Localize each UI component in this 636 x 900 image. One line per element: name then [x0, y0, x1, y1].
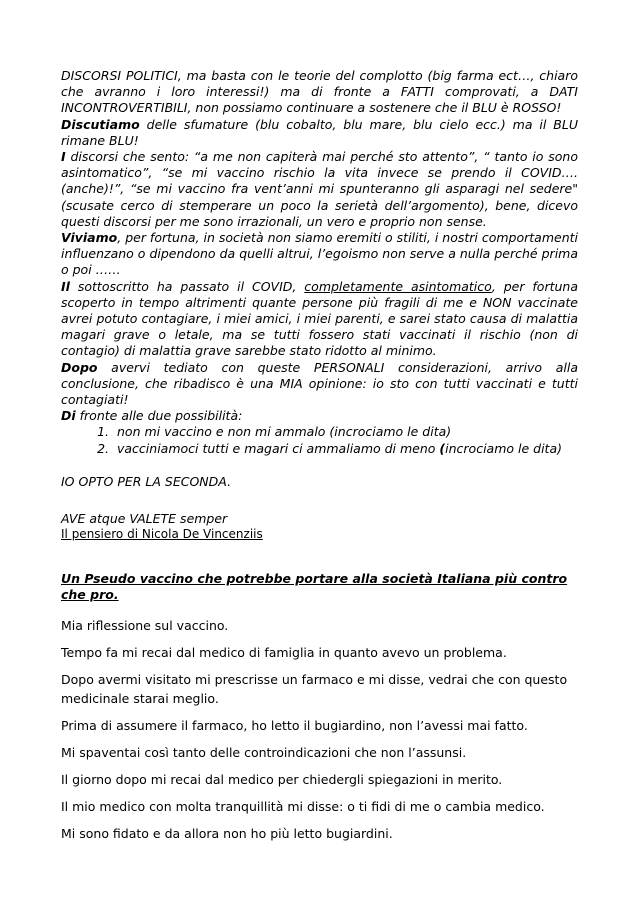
paragraph-dopo-avervi	[61, 360, 578, 409]
paragraph: Mi sono fidato e da allora non ho più letto bugiardini.	[61, 826, 393, 842]
paragraph-discorsi-politici: DISCORSI POLITICI, ma basta con le teorie del complotto (big farma ect…, chiaro che avranno i loro interessi!) ma di fronte a FATTI comprovati, a DATI INCONTROVERTIBILI, non possiamo continuare a sostenere che il BLU è ROSSO!	[61, 68, 578, 116]
conclusion-line: IO OPTO PER LA SECONDA.	[61, 473, 232, 489]
paragraph: Mi spaventai così tanto delle controindicazioni che non l’assunsi.	[61, 745, 467, 761]
paragraph-text: , per fortuna scoperto in tempo altrimenti quante persone più fragili di me e NON vaccinate avrei potuto contagiare, i miei amici, i miei parenti, e sarei stato causa di malattia magari grave o letale, ma se tutti fossero stati vaccinati il rischio (non di contagio) di malattia grave sarebbe stato ridotto al minimo.	[61, 278, 578, 359]
paragraph-viviamo	[61, 230, 578, 279]
lead-word: Di	[61, 408, 76, 424]
attribution-line: Il pensiero di Nicola De Vincenziis	[61, 527, 263, 542]
paragraph-text: avervi tediato con queste PERSONALI considerazioni, arrivo alla conclusione, che ribadisco è una MIA opinione: io sto con tutti vaccinati e tutti contagiati!	[61, 359, 578, 408]
paragraph: Mia riflessione sul vaccino.	[61, 618, 229, 634]
underlined-phrase: completamente asintomatico	[304, 278, 492, 294]
opinion-section	[61, 68, 578, 542]
paragraph-text: sottoscritto ha passato il COVID,	[69, 278, 305, 294]
paragraph-il-sottoscritto	[61, 279, 578, 360]
paragraph: Prima di assumere il farmaco, ho letto il bugiardino, non l’avessi mai fatto.	[61, 718, 528, 734]
paragraph-discutiamo	[61, 117, 578, 149]
paragraph: Dopo avermi visitato mi prescrisse un farmaco e mi disse, vedrai che con questo medicinale starai meglio.	[61, 672, 568, 707]
bold-paren: (	[439, 440, 446, 456]
possibilities-list	[61, 424, 578, 456]
reflection-section	[61, 571, 578, 843]
section-heading: Un Pseudo vaccino che potrebbe portare alla società Italiana più contro che pro.	[61, 571, 568, 603]
list-item: 1. non mi vaccino e non mi ammalo (incrociamo le dita)	[113, 424, 578, 440]
farewell-line: AVE atque VALETE semper	[61, 511, 228, 527]
list-item	[113, 441, 578, 457]
list-item-text: vacciniamoci tutti e magari ci ammaliamo di meno	[117, 440, 440, 456]
paragraph: Il giorno dopo mi recai dal medico per chiedergli spiegazioni in merito.	[61, 772, 503, 788]
list-item-text: incrociamo le dita)	[445, 440, 562, 456]
lead-word: Dopo	[61, 359, 98, 375]
lead-word: I	[61, 149, 66, 165]
paragraph-text: fronte alle due possibilità:	[75, 408, 243, 424]
paragraph-di-fronte	[61, 408, 578, 424]
paragraph-text: discorsi che sento: “a me non capiterà mai perché sto attento”, “ tanto io sono asintomatico”, “se mi vaccino rischio la vita invece se prendo il COVID….(anche)!”, “se mi vaccino fra vent’anni mi spunteranno gli asparagi nel sedere" (scusate cerco di stemperare un poco la serietà dell’argomento), bene, dicevo questi discorsi per me sono irrazionali, un vero e proprio non sense.	[61, 149, 578, 229]
paragraph-text: , per fortuna, in società non siamo eremiti o stiliti, i nostri comportamenti influenzano o dipendono da quelli altrui, l’egoismo non serve a nulla perché prima o poi ……	[61, 230, 578, 278]
lead-word: Viviamo	[61, 230, 118, 246]
lead-word: Il	[61, 278, 70, 294]
paragraph-discorsi-che-sento	[61, 149, 578, 230]
paragraph-text: delle sfumature (blu cobalto, blu mare, blu cielo ecc.) ma il BLU rimane BLU!	[61, 116, 578, 148]
lead-word: Discutiamo	[61, 116, 140, 132]
paragraph: Il mio medico con molta tranquillità mi disse: o ti fidi di me o cambia medico.	[61, 799, 545, 815]
paragraph: Tempo fa mi recai dal medico di famiglia in quanto avevo un problema.	[61, 645, 507, 661]
